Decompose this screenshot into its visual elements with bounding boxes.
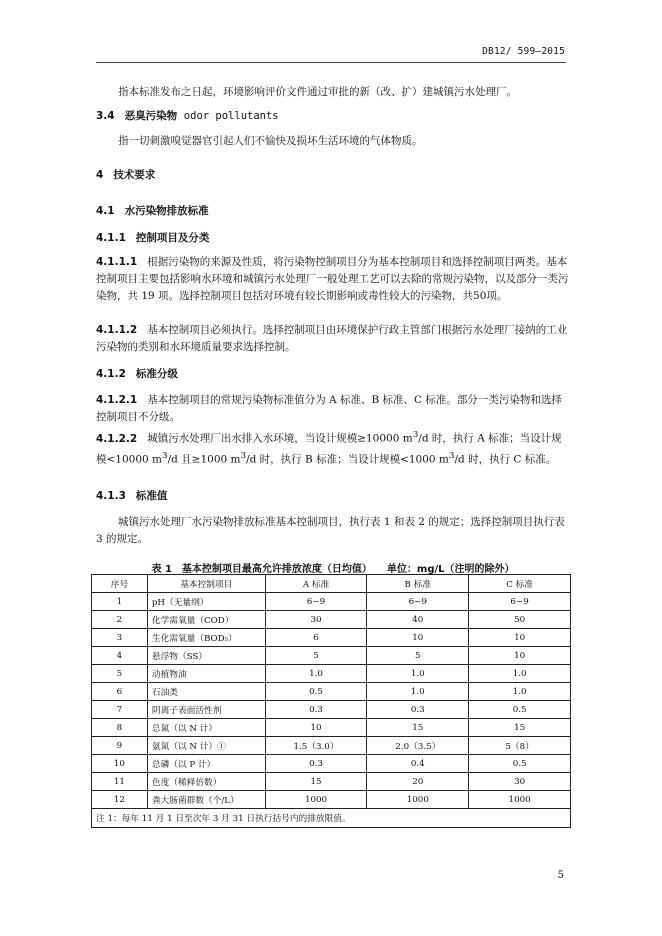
clause-text-part: /d 时，执行 A 标准；当设计规模<10000 m [96,432,562,465]
cell-item: 粪大肠菌群数（个/L） [147,791,265,809]
table-1-basic-control-items [91,574,571,828]
cell-b: 1.0 [367,665,469,683]
cell-c: 10 [469,647,571,665]
cell-item: 化学需氧量（COD） [147,611,265,629]
section-title-en: odor pollutants [183,110,279,122]
cell-b: 1000 [367,791,469,809]
cell-c: 0.5 [469,755,571,773]
cell-item: 色度（稀释倍数） [147,773,265,791]
header-cell-b: B 标准 [367,575,469,593]
clause-number: 4.1.1.1 [96,256,138,268]
paragraph-new-plant-definition: 指本标准发布之日起，环境影响评价文件通过审批的新（改、扩）建城镇污水处理厂。 [118,86,517,98]
cell-a: 0.5 [265,683,367,701]
cell-item: 石油类 [147,683,265,701]
clause-text-part: /d 时，执行 C 标准。 [454,453,557,465]
clause-number: 4.1.2.1 [96,394,138,406]
cell-c: 1.0 [469,683,571,701]
header-cell-c: C 标准 [469,575,571,593]
cell-b: 6~9 [367,593,469,611]
cell-serial: 4 [92,647,148,665]
clause-4-1-1-1 [96,254,570,305]
section-number: 4.1.3 [96,490,126,502]
clause-4-1-2-2 [96,427,570,468]
table-row [92,755,571,773]
cell-a: 0.3 [265,755,367,773]
clause-4-1-1-2 [96,322,570,356]
cell-item: 动植物油 [147,665,265,683]
cell-serial: 9 [92,737,148,755]
cell-serial: 7 [92,701,148,719]
header-cell-item: 基本控制项目 [147,575,265,593]
cell-item: 生化需氧量（BOD₅） [147,629,265,647]
cell-serial: 12 [92,791,148,809]
superscript: 3 [412,430,419,440]
cell-a: 30 [265,611,367,629]
cell-serial: 2 [92,611,148,629]
section-number: 4.1.2 [96,368,126,380]
section-title: 水污染物排放标准 [124,205,209,217]
table-row [92,773,571,791]
clause-text-part: /d 且≥1000 m [167,453,241,465]
table-note-row [92,809,571,828]
superscript: 3 [240,450,247,461]
cell-a: 15 [265,773,367,791]
table-row [92,683,571,701]
table-row [92,791,571,809]
clause-text: 根据污染物的来源及性质，将污染物控制项目分为基本控制项目和选择控制项目两类。基本控制项目主要包括影响水环境和城镇污水处理厂一般处理工艺可以去除的常规污染物，以及部分一类污染物，共 19 项。选择控制项目包括对环境有较长期影响或毒性较大的污染物，共50项。 [96,256,569,302]
clause-text-part: 城镇污水处理厂出水排入水环境，当设计规模≥10000 m [147,432,413,445]
cell-a: 6 [265,629,367,647]
cell-item: 阴离子表面活性剂 [147,701,265,719]
table-row [92,719,571,737]
paragraph-standard-values: 城镇污水处理厂水污染物排放标准基本控制项目，执行表 1 和表 2 的规定；选择控制项目执行表 3 的规定。 [96,516,565,545]
cell-item: 总氮（以 N 计） [147,719,265,737]
superscript: 3 [448,450,455,461]
cell-b: 1.0 [367,683,469,701]
header-cell-serial: 序号 [92,575,148,593]
cell-serial: 1 [92,593,148,611]
cell-c: 30 [469,773,571,791]
clause-number: 4.1.2.2 [96,432,138,445]
section-number: 4 [96,169,104,181]
cell-item: 氨氮（以 N 计）① [147,737,265,755]
cell-serial: 6 [92,683,148,701]
section-title: 标准值 [135,490,168,502]
cell-item: pH（无量纲） [147,593,265,611]
superscript: 3 [162,450,168,461]
cell-b: 0.3 [367,701,469,719]
clause-text: 基本控制项目必须执行。选择控制项目由环境保护行政主管部门根据污水处理厂接纳的工业污染物的类别和水环境质量要求选择控制。 [96,324,568,353]
cell-c: 5（8） [469,737,571,755]
section-title: 控制项目及分类 [135,232,210,244]
cell-a: 10 [265,719,367,737]
cell-serial: 3 [92,629,148,647]
cell-a: 6~9 [265,593,367,611]
cell-serial: 5 [92,665,148,683]
cell-c: 0.5 [469,701,571,719]
cell-c: 10 [469,629,571,647]
cell-c: 1000 [469,791,571,809]
paragraph-odor-definition: 指一切刺激嗅觉器官引起人们不愉快及损坏生活环境的气体物质。 [118,135,423,147]
table-note: 注 1：每年 11 月 1 日至次年 3 月 31 日执行括号内的排放限值。 [92,809,571,828]
cell-serial: 10 [92,755,148,773]
cell-b: 0.4 [367,755,469,773]
cell-serial: 8 [92,719,148,737]
clause-text: 基本控制项目的常规污染物标准值分为 A 标准、B 标准、C 标准。部分一类污染物和选择控制项目不分级。 [96,394,562,423]
table-row [92,611,571,629]
clause-number: 4.1.1.2 [96,324,138,336]
section-number: 4.1 [96,205,115,217]
table-row [92,593,571,611]
section-4-1-2-heading [96,366,570,383]
clause-4-1-2-1 [96,392,570,426]
cell-a: 1.0 [265,665,367,683]
section-4-1-heading [96,203,570,220]
section-title: 技术要求 [113,169,156,181]
section-title: 恶臭污染物 [124,110,178,122]
cell-a: 0.3 [265,701,367,719]
cell-c: 15 [469,719,571,737]
table-header-row [92,575,571,593]
header-rule [96,62,566,63]
cell-b: 15 [367,719,469,737]
cell-a: 5 [265,647,367,665]
cell-b: 20 [367,773,469,791]
cell-serial: 11 [92,773,148,791]
header-cell-a: A 标准 [265,575,367,593]
section-3-4-heading [96,108,570,125]
cell-b: 2.0（3.5） [367,737,469,755]
cell-a: 1000 [265,791,367,809]
table-row [92,737,571,755]
table-row [92,647,571,665]
cell-b: 40 [367,611,469,629]
page-number: 5 [557,870,564,881]
section-number: 4.1.1 [96,232,126,244]
table-row [92,701,571,719]
cell-item: 总磷（以 P 计） [147,755,265,773]
section-number: 3.4 [96,110,115,122]
table-row [92,629,571,647]
cell-b: 5 [367,647,469,665]
cell-c: 6~9 [469,593,571,611]
section-title: 标准分级 [135,368,178,380]
cell-c: 50 [469,611,571,629]
cell-b: 10 [367,629,469,647]
standard-code: DB12/ 599—2015 [482,46,565,57]
section-4-1-1-heading [96,230,570,247]
table-1-caption: 表 1 基本控制项目最高允许排放浓度（日均值） 单位：mg/L（注明的除外） [151,564,515,575]
cell-c: 1.0 [469,665,571,683]
section-4-heading [96,167,570,184]
table-row [92,665,571,683]
clause-text-part: /d 时，执行 B 标准；当设计规模<1000 m [246,453,449,465]
cell-item: 悬浮物（SS） [147,647,265,665]
section-4-1-3-heading [96,488,570,505]
cell-a: 1.5（3.0） [265,737,367,755]
